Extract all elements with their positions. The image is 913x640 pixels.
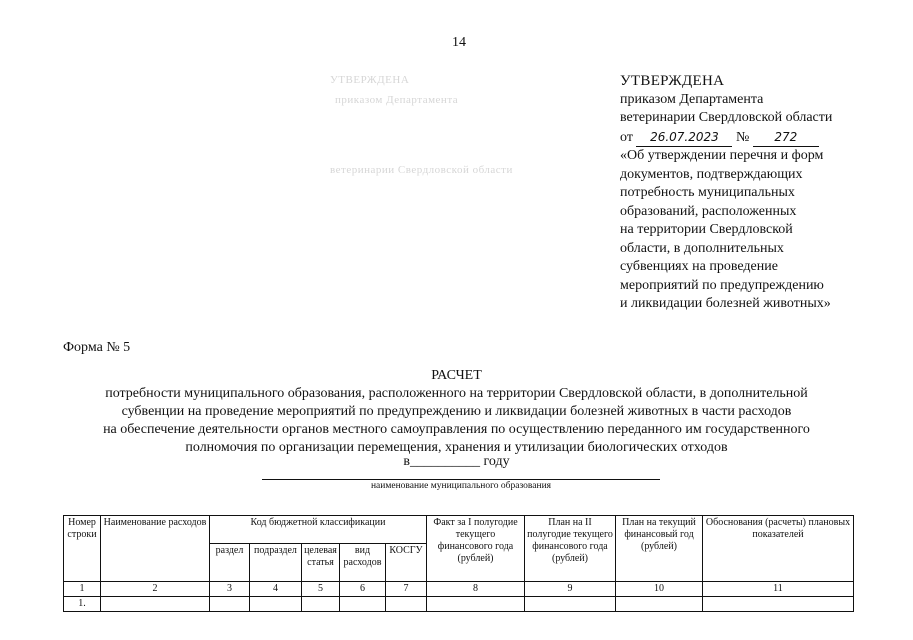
index-cell: 11 [703,582,854,597]
description-line-1: потребности муниципального образования, расположенного на территории Свердловской области, в дополнительной [105,386,808,401]
subheader-subsection: подраздел [250,544,302,582]
mo-name-caption: наименование муниципального образования [370,481,552,491]
year-line: в__________ году [403,454,510,469]
doc-title: РАСЧЕТ [431,368,482,383]
page-number: 14 [452,35,466,50]
row-number-cell: 1. [64,597,101,612]
table-cell [101,597,210,612]
index-cell: 9 [525,582,616,597]
header-row-number: Номер строки [64,516,101,582]
table-cell [616,597,703,612]
form-label: Форма № 5 [63,340,131,355]
subheader-kosgu: КОСГУ [386,544,427,582]
approval-line-2: ветеринарии Свердловской области [620,110,833,125]
table-cell [703,597,854,612]
description-line-4: полномочия по организации перемещения, хранения и утилизации биологических отходов [185,440,728,455]
approval-block [620,72,880,314]
index-cell: 2 [101,582,210,597]
subject-line-3: потребность муниципальных [620,185,795,200]
approval-title: УТВЕРЖДЕНА [620,73,725,89]
index-cell: 10 [616,582,703,597]
header-budget-code: Код бюджетной классификации [210,516,427,544]
subheader-expense-type: вид расходов [340,544,386,582]
index-cell: 1 [64,582,101,597]
ghost-text-2: приказом Департамента [335,94,459,106]
number-sign: № [735,129,750,145]
header-justification: Обоснования (расчеты) плановых показателей [703,516,854,582]
table-cell [386,597,427,612]
from-prefix: от [620,129,633,145]
index-cell: 6 [340,582,386,597]
mo-name-underline [262,479,660,480]
subheader-target-article: целевая статья [302,544,340,582]
approval-date-line [620,128,880,148]
description-line-2: субвенции на проведение мероприятий по предупреждению и ликвидации болезней животных в части расходов [121,404,792,419]
approval-line-1: приказом Департамента [620,91,764,107]
table-cell [340,597,386,612]
subject-line-4: образований, расположенных [620,203,797,219]
subject-line-8: мероприятий по предупреждению [620,277,824,293]
table-cell [250,597,302,612]
header-plan-year: План на текущий финансовый год (рублей) [616,516,703,582]
description-line-3: на обеспечение деятельности органов местного самоуправления по осуществлению переданного им государственного [103,422,810,437]
subject-line-5: на территории Свердловской [620,222,793,237]
header-expense-name: Наименование расходов [101,516,210,582]
index-cell: 7 [386,582,427,597]
ghost-text-1: УТВЕРЖДЕНА [330,74,410,86]
ghost-text-3: ветеринарии Свердловской области [330,164,513,176]
header-plan-h2: План на II полугодие текущего финансового года (рублей) [525,516,616,582]
table-cell [210,597,250,612]
subheader-section: раздел [210,544,250,582]
index-row [64,582,854,597]
header-fact-h1: Факт за I полугодие текущего финансового года (рублей) [427,516,525,582]
index-cell: 5 [302,582,340,597]
subject-line-7: субвенциях на проведение [620,259,778,274]
table-cell [427,597,525,612]
subject-line-2: документов, подтверждающих [620,166,803,182]
index-cell: 3 [210,582,250,597]
table-cell [302,597,340,612]
subject-line-6: области, в дополнительных [620,240,784,256]
calculation-table [63,515,854,612]
table-row [64,597,854,612]
index-cell: 8 [427,582,525,597]
index-cell: 4 [250,582,302,597]
table-cell [525,597,616,612]
subject-line-9: и ликвидации болезней животных» [620,296,831,311]
subject-line-1: «Об утверждении перечня и форм [620,148,824,163]
approval-date: 26.07.2023 [636,128,732,148]
approval-number: 272 [753,128,819,148]
